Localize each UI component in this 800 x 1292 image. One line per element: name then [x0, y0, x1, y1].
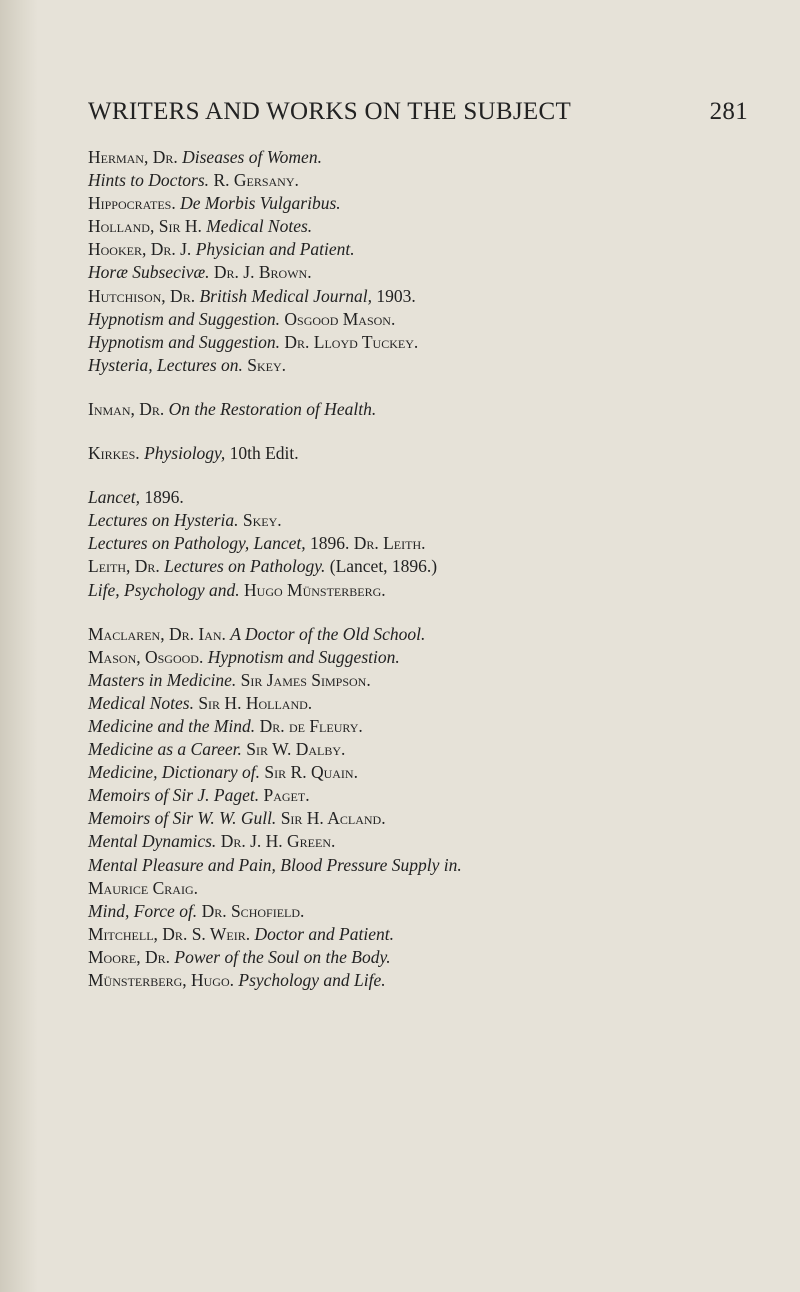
list-item: Hypnotism and Suggestion. Osgood Mason.	[88, 308, 396, 329]
list-item: Mental Dynamics. Dr. J. H. Green.	[88, 831, 336, 852]
list-item: Hints to Doctors. R. Gersany.	[88, 170, 299, 191]
list-item: Memoirs of Sir J. Paget. Paget.	[88, 785, 310, 806]
list-item: Mason, Osgood. Hypnotism and Suggestion.	[88, 646, 400, 667]
list-item: Hutchison, Dr. British Medical Journal, 1903.	[88, 285, 416, 306]
list-item: Lancet, 1896.	[88, 487, 184, 508]
list-item: Herman, Dr. Diseases of Women.	[88, 147, 322, 167]
list-item: Moore, Dr. Power of the Soul on the Body.	[88, 946, 391, 967]
list-item: Hooker, Dr. J. Physician and Patient.	[88, 239, 355, 260]
list-item: Holland, Sir H. Medical Notes.	[88, 216, 313, 237]
list-item: Hypnotism and Suggestion. Dr. Lloyd Tuckey.	[88, 331, 419, 352]
list-item: Medicine as a Career. Sir W. Dalby.	[88, 739, 346, 760]
list-item: Medical Notes. Sir H. Holland.	[88, 692, 313, 713]
list-item: Mental Pleasure and Pain, Blood Pressure Supply in. Maurice Craig.	[88, 854, 462, 898]
running-header	[88, 98, 748, 126]
list-item: Mitchell, Dr. S. Weir. Doctor and Patient.	[88, 923, 394, 944]
list-item: Life, Psychology and. Hugo Münsterberg.	[88, 579, 386, 600]
list-item: Maclaren, Dr. Ian. A Doctor of the Old School.	[88, 623, 426, 644]
list-item: Hysteria, Lectures on. Skey.	[88, 354, 287, 375]
bibliography-list	[88, 146, 778, 992]
list-item: Memoirs of Sir W. W. Gull. Sir H. Acland.	[88, 808, 386, 829]
list-item: Medicine and the Mind. Dr. de Fleury.	[88, 715, 363, 736]
list-item: Masters in Medicine. Sir James Simpson.	[88, 669, 371, 690]
list-item: Hippocrates. De Morbis Vulgaribus.	[88, 193, 341, 214]
list-item: Inman, Dr. On the Restoration of Health.	[88, 398, 377, 419]
list-item: Leith, Dr. Lectures on Pathology. (Lancet, 1896.)	[88, 556, 438, 577]
list-item: Lectures on Hysteria. Skey.	[88, 510, 282, 531]
list-item: Kirkes. Physiology, 10th Edit.	[88, 443, 299, 464]
running-title: WRITERS AND WORKS ON THE SUBJECT	[88, 98, 572, 125]
list-item: Münsterberg, Hugo. Psychology and Life.	[88, 970, 386, 990]
page-number: 281	[709, 98, 748, 125]
list-item: Lectures on Pathology, Lancet, 1896. Dr. Leith.	[88, 533, 426, 554]
list-item: Mind, Force of. Dr. Schofield.	[88, 900, 305, 921]
list-item: Horæ Subsecivæ. Dr. J. Brown.	[88, 262, 312, 283]
list-item: Medicine, Dictionary of. Sir R. Quain.	[88, 762, 358, 783]
